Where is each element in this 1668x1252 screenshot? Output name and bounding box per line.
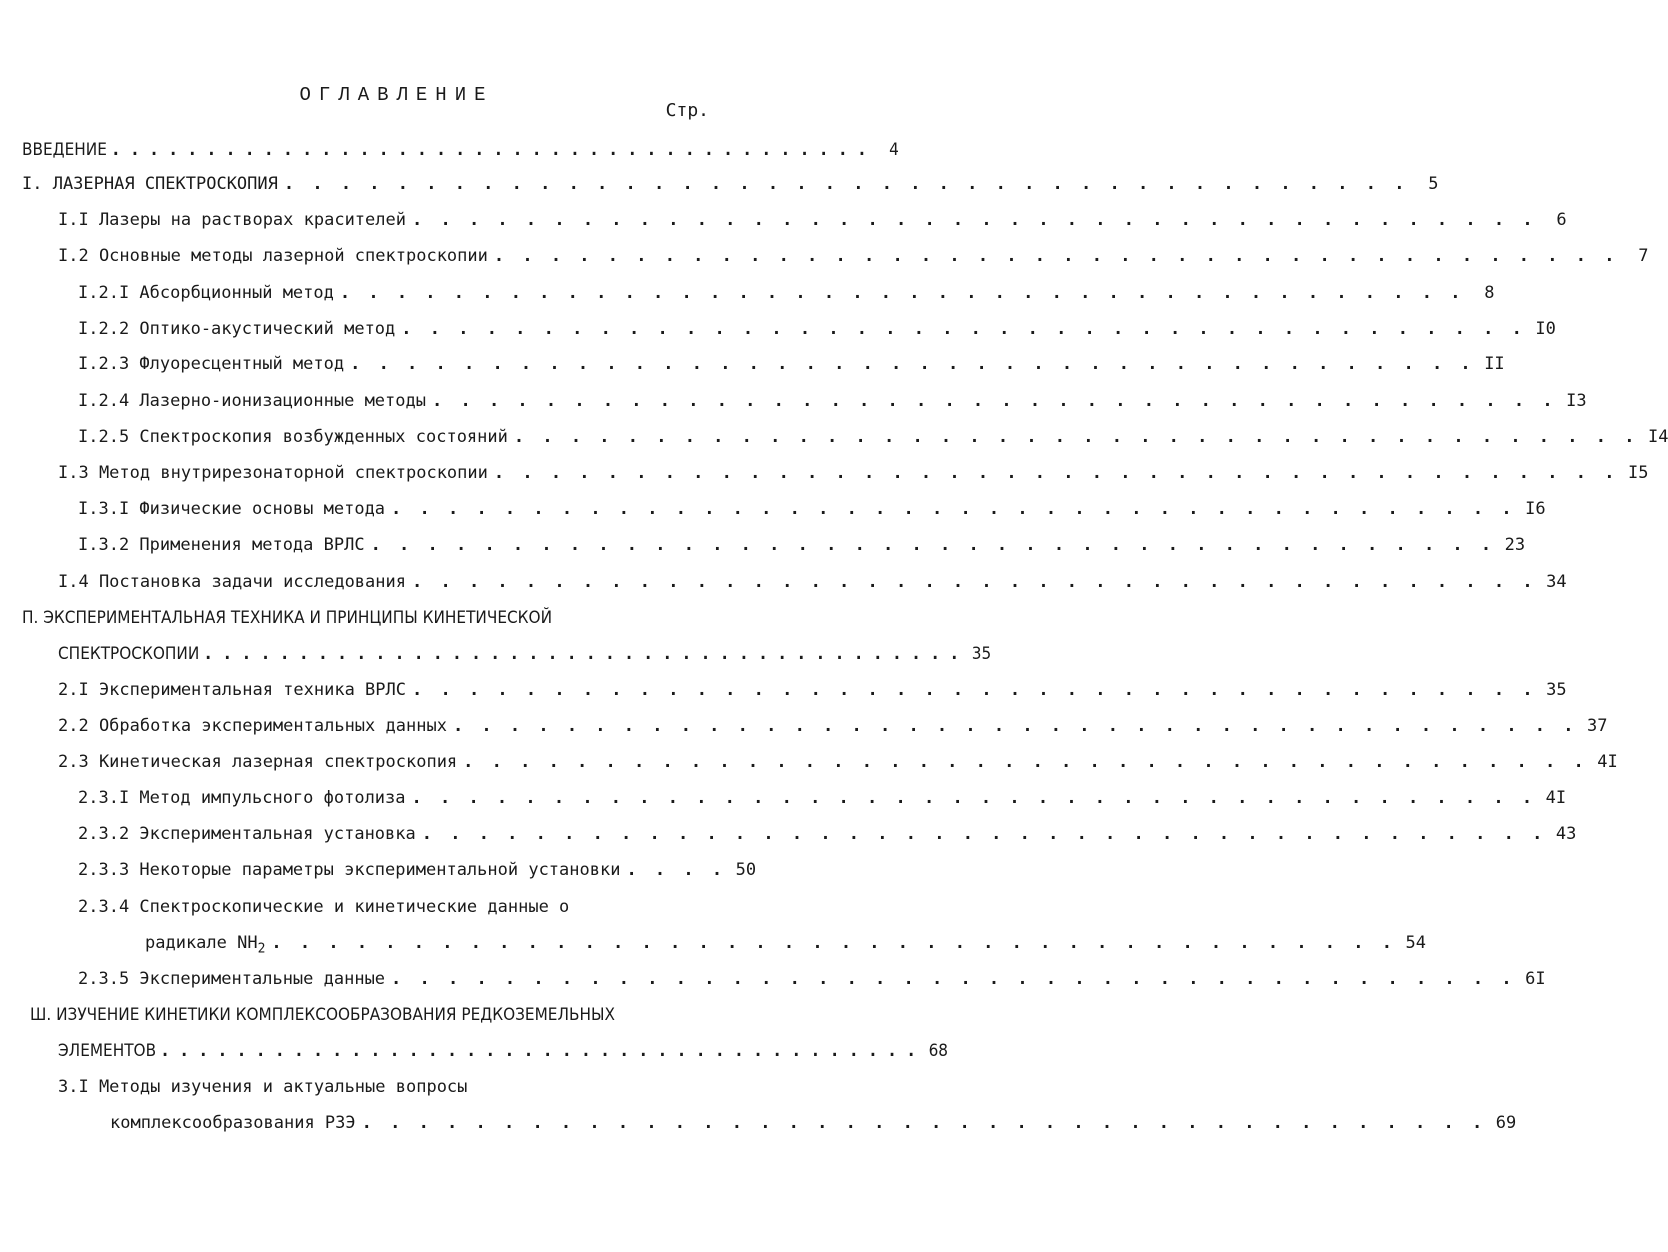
toc-entry-heading: Ш. ИЗУЧЕНИЕ КИНЕТИКИ КОМПЛЕКСООБРАЗОВАНИЯ РЕДКОЗЕМЕЛЬНЫХ — [30, 1005, 615, 1025]
toc-entry: I.2.I Абсорбционный метод . . . . . . . . . . . . . . . . . . . . . . . . . . . . . . . . . . . . . . . . 8 — [78, 283, 1495, 303]
toc-entry: 2.I Экспериментальная техника ВРЛС . . . . . . . . . . . . . . . . . . . . . . . . . . . . . . . . . . . . . . . . 35 — [58, 680, 1567, 700]
toc-entry: 2.3.3 Некоторые параметры экспериментальной установки . . . . 50 — [78, 860, 757, 880]
toc-entry: I.3.2 Применения метода ВРЛС . . . . . . . . . . . . . . . . . . . . . . . . . . . . . . . . . . . . . . . . 23 — [78, 535, 1526, 555]
toc-entry: I. ЛАЗЕРНАЯ СПЕКТРОСКОПИЯ . . . . . . . . . . . . . . . . . . . . . . . . . . . . . . . . . . . . . . . . 5 — [22, 174, 1439, 194]
toc-entry-continued: 2.3.4 Спектроскопические и кинетические данные о — [78, 897, 570, 917]
toc-entry: I.I Лазеры на растворах красителей . . . . . . . . . . . . . . . . . . . . . . . . . . . . . . . . . . . . . . . . 6 — [58, 210, 1567, 230]
toc-entry: ВВЕДЕНИЕ . . . . . . . . . . . . . . . . . . . . . . . . . . . . . . . . . . . . . . . . 4 — [22, 140, 899, 160]
toc-entry-continued: 3.I Методы изучения и актуальные вопросы — [58, 1077, 468, 1097]
toc-entry: I.3.I Физические основы метода . . . . . . . . . . . . . . . . . . . . . . . . . . . . . . . . . . . . . . . . I6 — [78, 499, 1546, 519]
toc-entry: 2.3.I Метод импульсного фотолиза . . . . . . . . . . . . . . . . . . . . . . . . . . . . . . . . . . . . . . . . 4I — [78, 788, 1567, 808]
toc-entry: ЭЛЕМЕНТОВ . . . . . . . . . . . . . . . . . . . . . . . . . . . . . . . . . . . . . . . . 68 — [58, 1041, 949, 1061]
toc-entry: 2.3 Кинетическая лазерная спектроскопия . . . . . . . . . . . . . . . . . . . . . . . . . . . . . . . . . . . . . . . . 4I — [58, 752, 1618, 772]
toc-entry: радикале $NH_2$ . . . . . . . . . . . . . . . . . . . . . . . . . . . . . . . . . . . . . . . . 54 — [145, 933, 1426, 957]
toc-entry-heading: П. ЭКСПЕРИМЕНТАЛЬНАЯ ТЕХНИКА И ПРИНЦИПЫ КИНЕТИЧЕСКОЙ — [22, 608, 553, 628]
toc-entry: I.4 Постановка задачи исследования . . . . . . . . . . . . . . . . . . . . . . . . . . . . . . . . . . . . . . . . 34 — [58, 572, 1567, 592]
toc-entry: 2.3.5 Экспериментальные данные . . . . . . . . . . . . . . . . . . . . . . . . . . . . . . . . . . . . . . . . 6I — [78, 969, 1546, 989]
toc-entry: I.2 Основные методы лазерной спектроскопии . . . . . . . . . . . . . . . . . . . . . . . . . . . . . . . . . . . . . . . . 7 — [58, 246, 1649, 266]
page-column-label: Стр. — [665, 100, 709, 121]
toc-entry: 2.3.2 Экспериментальная установка . . . . . . . . . . . . . . . . . . . . . . . . . . . . . . . . . . . . . . . . 43 — [78, 824, 1577, 844]
toc-entry: I.2.2 Оптико-акустический метод . . . . . . . . . . . . . . . . . . . . . . . . . . . . . . . . . . . . . . . . I0 — [78, 319, 1556, 339]
toc-entry: I.2.4 Лазерно-ионизационные методы . . . . . . . . . . . . . . . . . . . . . . . . . . . . . . . . . . . . . . . . I3 — [78, 391, 1587, 411]
toc-title: ОГЛАВЛЕНИЕ — [299, 84, 494, 106]
toc-entry: 2.2 Обработка экспериментальных данных . . . . . . . . . . . . . . . . . . . . . . . . . . . . . . . . . . . . . . . . 37 — [58, 716, 1608, 736]
toc-entry: I.2.3 Флуоресцентный метод . . . . . . . . . . . . . . . . . . . . . . . . . . . . . . . . . . . . . . . . II — [78, 354, 1505, 374]
toc-entry: комплексообразования РЗЭ . . . . . . . . . . . . . . . . . . . . . . . . . . . . . . . . . . . . . . . . 69 — [110, 1113, 1517, 1133]
toc-entry: СПЕКТРОСКОПИИ . . . . . . . . . . . . . . . . . . . . . . . . . . . . . . . . . . . . . . . . 35 — [58, 644, 992, 664]
toc-entry: I.3 Метод внутрирезонаторной спектроскопии . . . . . . . . . . . . . . . . . . . . . . . . . . . . . . . . . . . . . . . . I5 — [58, 463, 1649, 483]
toc-entry: I.2.5 Спектроскопия возбужденных состояний . . . . . . . . . . . . . . . . . . . . . . . . . . . . . . . . . . . . . . . . I4 — [78, 427, 1668, 447]
